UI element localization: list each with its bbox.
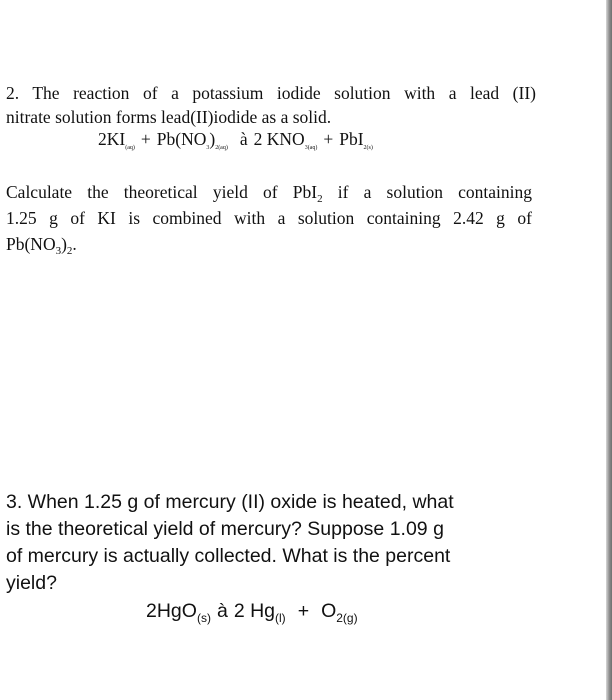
eq3-hg-state: (l) [275,611,286,625]
calc-line-1-end: if a solution containing [322,182,532,202]
eq3-product-o2: O [321,600,337,622]
question-3-line-4: yield? [6,572,57,594]
question-2-text [6,81,536,129]
calc-line-3-sub-1: 3 [55,245,62,257]
eq2-ki-state: (aq) [125,145,135,151]
eq2-pbno3-paren: ) [209,129,216,149]
question-3-line-3: of mercury is actually collected. What is the percent [6,545,451,567]
eq2-plus-2: + [323,129,334,149]
question-2-equation [98,127,373,151]
eq2-pbi2-state: 2(s) [363,145,373,151]
question-3-equation [146,598,358,625]
calc-line-1-start: Calculate the theoretical yield of PbI [6,182,318,202]
eq2-kno3-state: 3(aq) [304,145,318,151]
eq2-reactant-ki: 2KI [98,129,126,149]
eq2-reactant-pbno3: Pb(NO [156,129,207,149]
eq3-hgo-state: (s) [196,611,211,625]
question-3-text [6,489,536,597]
calc-line-3-paren: ) [61,234,67,254]
eq2-product-kno3: 2 KNO [253,129,305,149]
eq2-pbno3-state: 2(aq) [215,145,228,151]
eq2-plus-1: + [140,129,151,149]
calc-line-1-subscript: 2 [317,193,323,205]
calc-line-3-sub-2: 2 [66,245,73,257]
calc-line-3-start: Pb(NO [6,234,56,254]
question-2-line-1: 2. The reaction of a potassium iodide solution with a lead (II) [6,83,536,103]
eq3-reactant-hgo: 2HgO [146,600,197,622]
calc-line-1 [6,179,532,205]
eq3-plus: + [297,600,310,622]
question-2-line-2: nitrate solution forms lead(II)iodide as a solid. [6,107,332,127]
eq3-arrow: à [216,600,228,622]
calc-line-2: 1.25 g of KI is combined with a solution containing 2.42 g of [6,208,532,228]
eq2-arrow: à [239,129,248,149]
calc-line-3 [6,231,532,257]
eq3-o2-state: 2(g) [336,611,358,625]
question-3-line-2: is the theoretical yield of mercury? Suppose 1.09 g [6,518,444,540]
eq2-no3-subscript: 3 [206,145,210,151]
question-2-calculation [6,179,532,257]
question-3-line-1: 3. When 1.25 g of mercury (II) oxide is heated, what [6,491,454,513]
calc-line-3-period: . [72,234,77,254]
eq2-product-pbi2: PbI [339,129,364,149]
eq3-product-hg: 2 Hg [233,600,276,622]
page-right-edge [606,0,612,700]
